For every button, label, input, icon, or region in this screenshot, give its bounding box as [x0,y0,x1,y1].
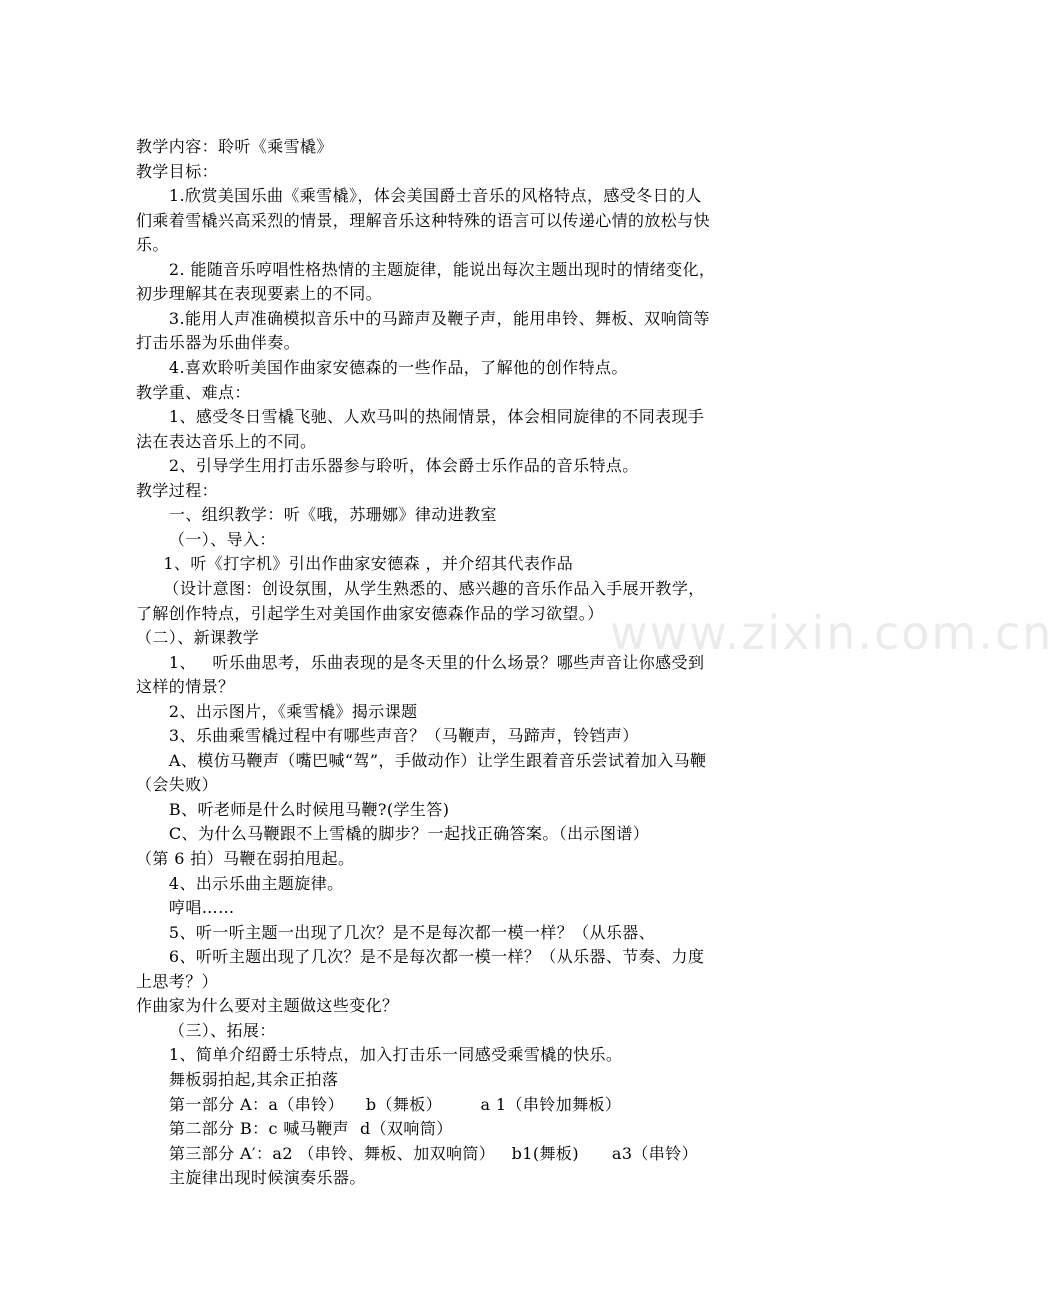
text-line: 1.欣赏美国乐曲《乘雪橇》，体会美国爵士音乐的风格特点，感受冬日的人 [136,186,702,206]
text-line: 舞板弱拍起,其余正拍落 [136,1069,339,1089]
text-line: 初步理解其在表现要素上的不同。 [136,284,383,304]
text-line: 主旋律出现时候演奏乐器。 [136,1168,366,1188]
text-line: 教学过程： [136,480,219,500]
text-line: 上思考？） [136,971,219,991]
text-line: 4.喜欢聆听美国作曲家安德森的一些作品，了解他的创作特点。 [136,358,628,377]
text-line: 教学目标： [136,161,219,181]
text-line: 1、感受冬日雪橇飞驰、人欢马叫的热闹情景，体会相同旋律的不同表现手 [136,407,705,427]
text-line: 哼唱…… [136,898,235,918]
text-line: 6、听听主题出现了几次？是不是每次都一模一样？（从乐器、节奏、力度 [136,947,705,967]
text-line: A、模仿马鞭声（嘴巴喊“驾”，手做动作）让学生跟着音乐尝试着加入马鞭 [136,750,707,770]
text-line: 法在表达音乐上的不同。 [136,431,317,451]
text-line: （设计意图：创设氛围，从学生熟悉的、感兴趣的音乐作品入手展开教学， [136,578,705,598]
text-line: 第二部分 B：c 喊马鞭声 d（双响筒） [136,1119,453,1138]
text-line: B、听老师是什么时候甩马鞭?(学生答) [136,799,450,819]
text-line: （二）、新课教学 [136,628,260,647]
text-line: 3、乐曲乘雪橇过程中有哪些声音？（马鞭声，马蹄声，铃铛声） [136,726,639,746]
text-line: （第 6 拍）马鞭在弱拍甩起。 [136,849,355,868]
text-line: 5、听一听主题一出现了几次？是不是每次都一模一样？（从乐器、 [136,922,656,942]
text-line: C、为什么马鞭跟不上雪橇的脚步？一起找正确答案。（出示图谱） [136,824,650,844]
text-line: 乐。 [136,235,169,255]
text-line: （一）、导入： [136,529,276,549]
text-line: 1、听《打字机》引出作曲家安德森 ，并介绍其代表作品 [136,554,574,574]
text-line: 第一部分 A：a（串铃） b（舞板） a 1（串铃加舞板） [136,1094,622,1114]
text-line: 教学内容：聆听《乘雪橇》 [136,137,333,156]
text-line: 2、引导学生用打击乐器参与聆听，体会爵士乐作品的音乐特点。 [136,456,639,476]
text-line: 1、简单介绍爵士乐特点，加入打击乐一同感受乘雪橇的快乐。 [136,1045,623,1065]
text-line: 们乘着雪橇兴高采烈的情景，理解音乐这种特殊的语言可以传递心情的放松与快 [136,210,711,230]
text-line: 打击乐器为乐曲伴奏。 [136,333,301,353]
text-line: 作曲家为什么要对主题做这些变化？ [136,996,399,1016]
text-line: 第三部分 A′：a2 （串铃、舞板、加双响筒） b1(舞板) a3（串铃） [136,1143,698,1163]
text-line: 2. 能随音乐哼唱性格热情的主题旋律，能说出每次主题出现时的情绪变化， [136,259,716,279]
text-line: 一、组织教学：听《哦，苏珊娜》律动进教室 [136,505,497,525]
text-line: 教学重、难点： [136,382,251,402]
text-line: 3.能用人声准确模拟音乐中的马蹄声及鞭子声，能用串铃、舞板、双响筒等 [136,308,710,328]
text-line: 1、 听乐曲思考，乐曲表现的是冬天里的什么场景？哪些声音让你感受到 [136,652,705,672]
text-line: 2、出示图片，《乘雪橇》揭示课题 [136,701,418,721]
text-line: （三）、拓展： [136,1020,276,1040]
text-line: 4、出示乐曲主题旋律。 [136,873,344,893]
text-line: 这样的情景？ [136,677,235,697]
text-line: （会失败） [136,775,219,795]
text-line: 了解创作特点，引起学生对美国作曲家安德森作品的学习欲望。） [136,603,604,623]
watermark: www.zixin.com.cn [610,606,1053,660]
